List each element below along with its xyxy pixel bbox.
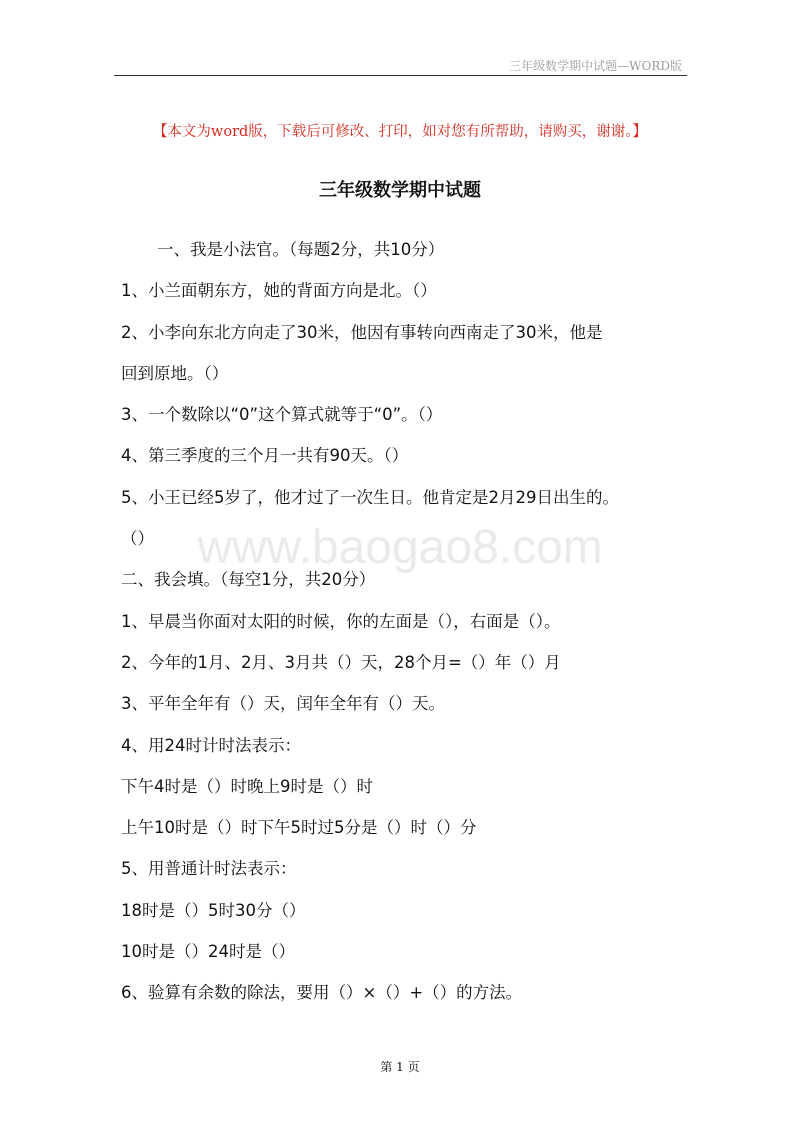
running-header: 三年级数学期中试题—WORD版	[509, 59, 682, 73]
question-line: 6、验算有余数的除法，要用（）×（）+（）的方法。	[121, 983, 523, 1003]
question-line: （）	[121, 529, 154, 549]
question-line: 5、用普通计时法表示：	[121, 859, 297, 879]
question-line: 4、用24时计时法表示：	[121, 735, 301, 755]
question-line: 回到原地。（）	[121, 363, 229, 383]
purchase-notice: 【本文为word版，下载后可修改、打印，如对您有所帮助，请购买，谢谢。】	[152, 124, 648, 140]
document-body	[121, 229, 691, 1014]
question-line: 上午10时是（）时下午5时过5分是（）时（）分	[121, 818, 477, 838]
question-line: 18时是（）5时30分（）	[121, 900, 306, 920]
section-heading-2: 二、我会填。（每空1分，共20分）	[121, 570, 376, 590]
question-line: 2、今年的1月、2月、3月共（）天，28个月=（）年（）月	[121, 652, 561, 672]
question-line: 1、小兰面朝东方，她的背面方向是北。（）	[121, 281, 437, 301]
question-line: 3、平年全年有（）天，闰年全年有（）天。	[121, 694, 445, 714]
header-divider	[114, 75, 687, 76]
document-title: 三年级数学期中试题	[319, 180, 481, 201]
watermark: www.baogao8.com	[197, 521, 603, 574]
question-line: 4、第三季度的三个月一共有90天。（）	[121, 446, 409, 466]
question-line: 下午4时是（）时晚上9时是（）时	[121, 776, 373, 796]
section-heading-1: 一、我是小法官。（每题2分，共10分）	[157, 240, 445, 259]
question-line: 10时是（）24时是（）	[121, 942, 295, 962]
question-line: 2、小李向东北方向走了30米，他因有事转向西南走了30米，他是	[121, 322, 603, 342]
question-line: 5、小王已经5岁了，他才过了一次生日。他肯定是2月29日出生的。	[121, 487, 619, 507]
page-number: 第 1 页	[380, 1060, 420, 1074]
question-line: 3、一个数除以“0”这个算式就等于“0”。（）	[121, 405, 443, 425]
question-line: 1、早晨当你面对太阳的时候，你的左面是（），右面是（）。	[121, 611, 561, 631]
